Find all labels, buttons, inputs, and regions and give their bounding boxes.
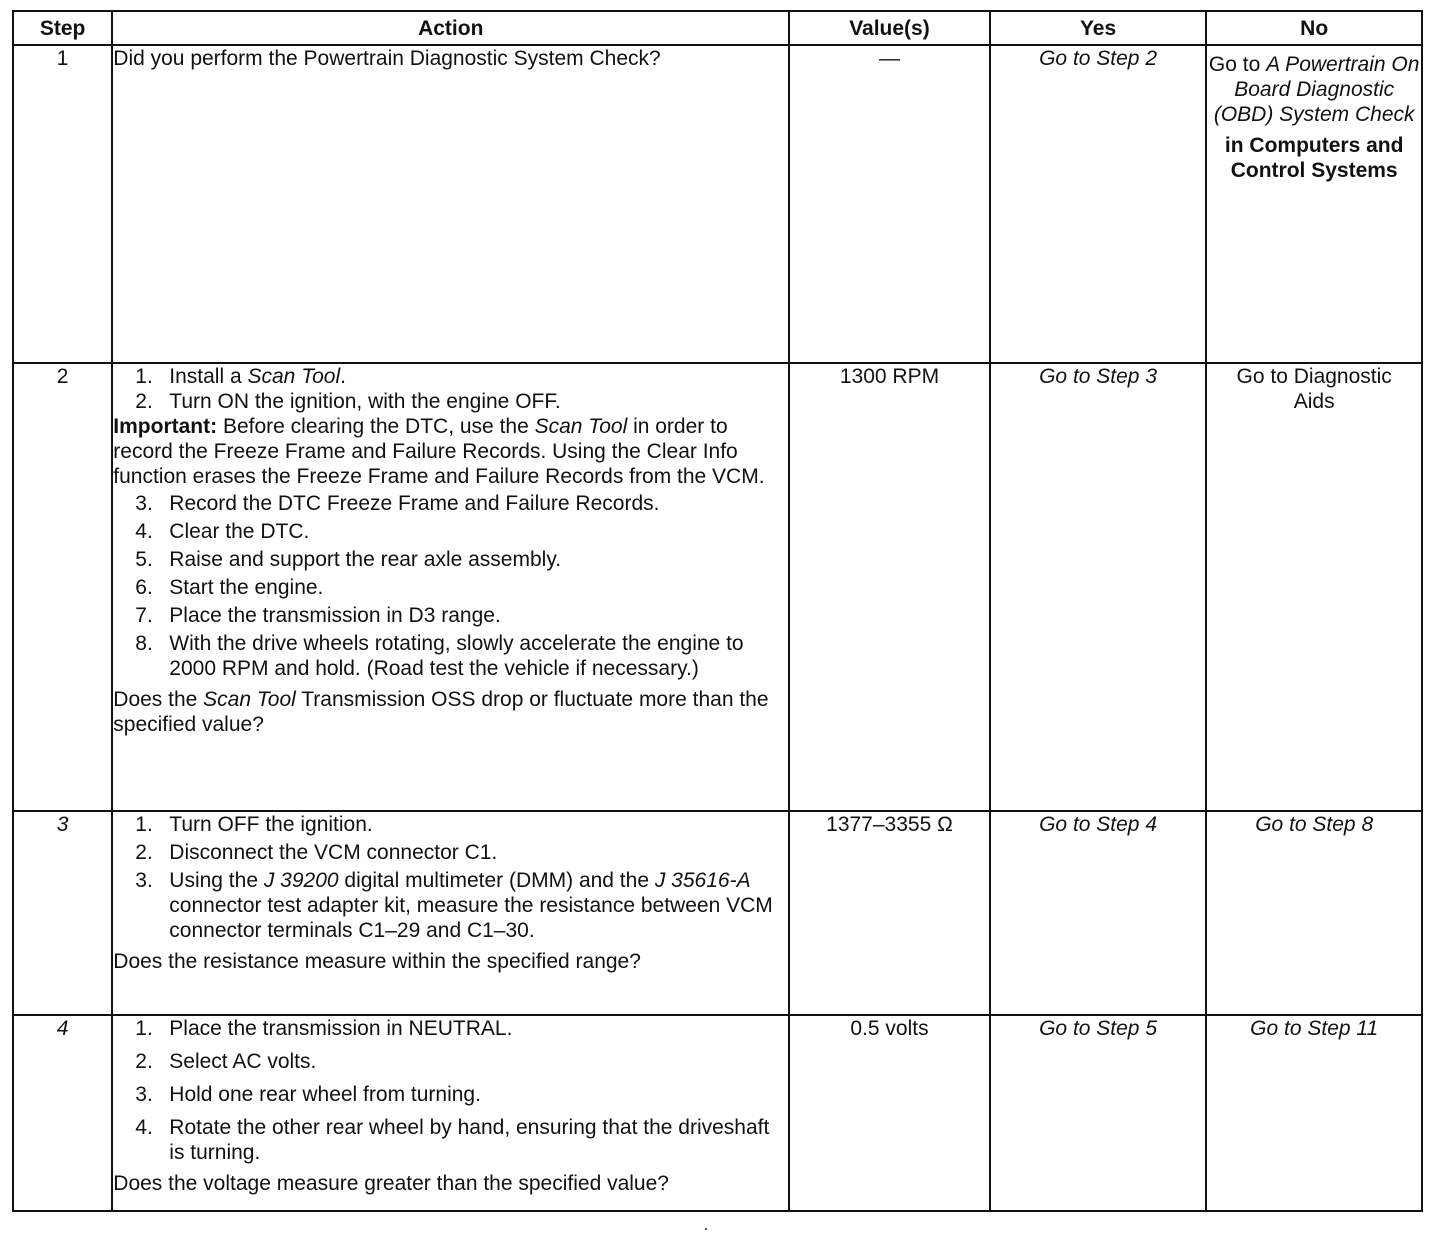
- list-item: [113, 547, 788, 572]
- no-cell: [1206, 811, 1422, 1015]
- question-text: Did you perform the Powertrain Diagnostic System Check?: [113, 47, 661, 70]
- question-emphasis: Scan Tool: [203, 688, 296, 711]
- question-part: Transmission OSS drop or fluctuate more than the specified value?: [113, 688, 769, 736]
- note-emphasis: Scan Tool: [534, 415, 628, 438]
- item-number: 2.: [135, 1050, 153, 1073]
- item-text: Record the DTC Freeze Frame and Failure Records.: [169, 492, 660, 515]
- list-item: [113, 840, 788, 865]
- table-row: [13, 811, 1422, 1015]
- question-text: [113, 687, 788, 737]
- tool-number: J 39200: [263, 869, 339, 892]
- item-text: Rotate the other rear wheel by hand, ensuring that the driveshaft is turning.: [169, 1116, 770, 1164]
- item-text: Start the engine.: [169, 576, 324, 599]
- list-item: [113, 519, 788, 544]
- question-text: Does the resistance measure within the specified range?: [113, 950, 641, 973]
- item-number: 3.: [135, 869, 153, 892]
- header-values: Value(s): [789, 11, 990, 45]
- no-cell: [1206, 45, 1422, 363]
- item-text: Hold one rear wheel from turning.: [169, 1083, 481, 1106]
- action-cell: [112, 1015, 789, 1211]
- list-item: [113, 491, 788, 516]
- yes-cell: [990, 1015, 1207, 1211]
- item-text: digital multimeter (DMM) and the: [338, 869, 655, 892]
- no-italic: A Powertrain On Board Diagnostic (OBD) System Check: [1213, 53, 1420, 126]
- diagnostic-table: [12, 10, 1423, 1212]
- instruction-list: [113, 364, 788, 414]
- value-cell: 1377–3355 Ω: [789, 811, 990, 1015]
- instruction-list: [113, 491, 788, 681]
- table-row: [13, 363, 1422, 811]
- step-number: 2: [13, 363, 112, 811]
- item-text: Select AC volts.: [169, 1050, 317, 1073]
- no-link[interactable]: Go to Step 11: [1250, 1017, 1379, 1040]
- table-row: [13, 1015, 1422, 1211]
- list-item: [113, 389, 788, 414]
- item-number: 6.: [135, 576, 153, 599]
- yes-link[interactable]: Go to Step 5: [1039, 1017, 1158, 1040]
- header-step: Step: [13, 11, 112, 45]
- step-number: 4: [13, 1015, 112, 1211]
- table-row: [13, 45, 1422, 363]
- item-number: 2.: [135, 390, 153, 413]
- item-number: 1.: [135, 813, 153, 836]
- item-text: .: [340, 365, 346, 388]
- item-number: 8.: [135, 632, 153, 655]
- tool-number: J 35616-A: [654, 869, 751, 892]
- list-item: [113, 603, 788, 628]
- yes-link[interactable]: Go to Step 3: [1039, 365, 1158, 388]
- list-item: [113, 1016, 788, 1041]
- item-text: connector test adapter kit, measure the resistance between VCM connector terminals C1–29 and C1–30.: [169, 894, 773, 942]
- important-label: Important:: [113, 415, 218, 438]
- item-text: Disconnect the VCM connector C1.: [169, 841, 498, 864]
- header-action: Action: [112, 11, 789, 45]
- no-link[interactable]: Go to Diagnostic Aids: [1236, 365, 1392, 413]
- list-item: [113, 868, 788, 943]
- item-number: 1.: [135, 365, 153, 388]
- action-cell: [112, 45, 789, 363]
- item-number: 5.: [135, 548, 153, 571]
- question-text: Does the voltage measure greater than the specified value?: [113, 1172, 669, 1195]
- action-cell: [112, 363, 789, 811]
- list-item: [113, 1115, 788, 1165]
- item-number: 7.: [135, 604, 153, 627]
- list-item: [113, 1049, 788, 1074]
- scan-speck: [705, 1228, 707, 1230]
- yes-link[interactable]: Go to Step 4: [1039, 813, 1158, 836]
- yes-cell: [990, 363, 1207, 811]
- question-part: Does the: [113, 688, 204, 711]
- instruction-list: [113, 812, 788, 943]
- yes-link[interactable]: Go to Step 2: [1039, 47, 1158, 70]
- item-text: Using the: [169, 869, 264, 892]
- list-item: [113, 812, 788, 837]
- item-text: Turn OFF the ignition.: [169, 813, 373, 836]
- item-text: Clear the DTC.: [169, 520, 310, 543]
- yes-cell: [990, 811, 1207, 1015]
- item-text: Install a: [169, 365, 248, 388]
- value-cell: 1300 RPM: [789, 363, 990, 811]
- item-text: Raise and support the rear axle assembly.: [169, 548, 562, 571]
- yes-cell: [990, 45, 1207, 363]
- item-number: 3.: [135, 1083, 153, 1106]
- item-number: 4.: [135, 1116, 153, 1139]
- action-cell: [112, 811, 789, 1015]
- no-link[interactable]: Go to Step 8: [1255, 813, 1374, 836]
- item-text: Turn ON the ignition, with the engine OFF.: [169, 390, 561, 413]
- header-yes: Yes: [990, 11, 1207, 45]
- note-text: in order to record the Freeze Frame and Failure Records. Using the Clear Info function erases the Freeze Frame and Failure Records from the VCM.: [113, 415, 765, 488]
- list-item: [113, 631, 788, 681]
- item-number: 1.: [135, 1017, 153, 1040]
- note-text: Before clearing the DTC, use the: [217, 415, 535, 438]
- no-prefix: Go to: [1208, 53, 1267, 76]
- item-text: With the drive wheels rotating, slowly accelerate the engine to 2000 RPM and hold. (Road test the vehicle if necessary.): [169, 632, 744, 680]
- item-number: 2.: [135, 841, 153, 864]
- item-text: Place the transmission in D3 range.: [169, 604, 501, 627]
- value-cell: 0.5 volts: [789, 1015, 990, 1211]
- value-cell: —: [789, 45, 990, 363]
- item-number: 4.: [135, 520, 153, 543]
- step-number: 1: [13, 45, 112, 363]
- no-suffix: in Computers and Control Systems: [1224, 134, 1404, 182]
- list-item: [113, 1082, 788, 1107]
- no-cell: [1206, 363, 1422, 811]
- list-item: [113, 364, 788, 389]
- step-number: 3: [13, 811, 112, 1015]
- no-cell: [1206, 1015, 1422, 1211]
- instruction-list: [113, 1016, 788, 1165]
- important-note: [113, 414, 788, 489]
- item-number: 3.: [135, 492, 153, 515]
- header-no: No: [1206, 11, 1422, 45]
- no-link[interactable]: [1207, 52, 1421, 183]
- item-emphasis: Scan Tool: [247, 365, 341, 388]
- item-text: Place the transmission in NEUTRAL.: [169, 1017, 513, 1040]
- header-row: [13, 11, 1422, 45]
- list-item: [113, 575, 788, 600]
